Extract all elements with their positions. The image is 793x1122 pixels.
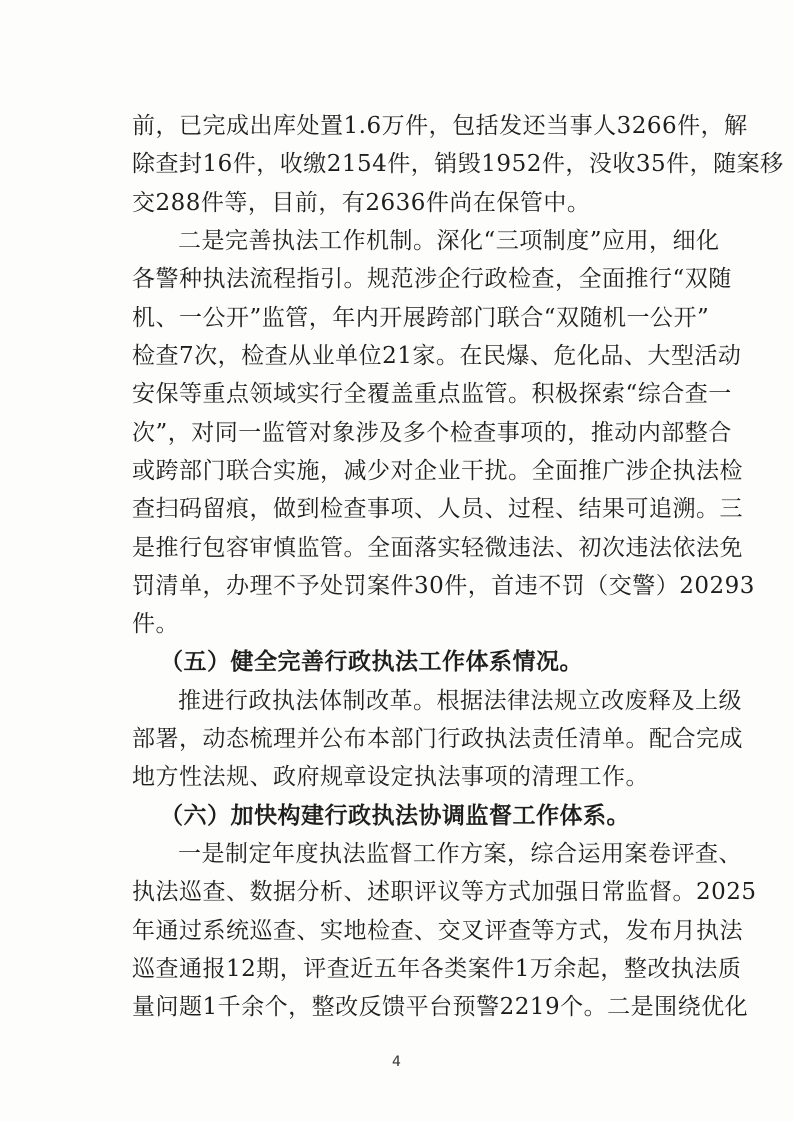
body-text-line: 交288件等，目前，有2636件尚在保管中。 — [132, 189, 591, 216]
body-text-line: 部署，动态梳理并公布本部门行政执法责任清单。配合完成 — [132, 726, 743, 753]
page-number: 4 — [392, 1054, 401, 1070]
body-text-line: 罚清单，办理不予处罚案件30件，首违不罚（交警）20293 — [132, 572, 755, 599]
body-text-line: 件。 — [132, 611, 179, 638]
body-text-line: 前，已完成出库处置1.6万件，包括发还当事人3266件，解 — [132, 113, 748, 139]
body-text-line: 量问题1千余个，整改反馈平台预警2219个。二是围绕优化 — [132, 994, 749, 1021]
body-text-line: 是推行包容审慎监管。全面落实轻微违法、初次违法依法免 — [132, 534, 743, 561]
body-text-line: 或跨部门联合实施，减少对企业干扰。全面推广涉企执法检 — [132, 457, 743, 484]
body-text-line: 各警种执法流程指引。规范涉企行政检查，全面推行“双随 — [132, 266, 732, 293]
paragraph-first-line: 推进行政执法体制改革。根据法律法规立改废释及上级 — [178, 687, 742, 714]
paragraph-first-line: 一是制定年度执法监督工作方案，综合运用案卷评查、 — [178, 841, 742, 868]
body-text-line: 地方性法规、政府规章设定执法事项的清理工作。 — [132, 764, 649, 791]
body-text-line: 查扫码留痕，做到检查事项、人员、过程、结果可追溯。三 — [132, 496, 743, 523]
body-text-line: 执法巡查、数据分析、述职评议等方式加强日常监督。2025 — [132, 879, 757, 906]
body-text-line: 年通过系统巡查、实地检查、交叉评查等方式，发布月执法 — [132, 917, 743, 944]
body-text-line: 次”，对同一监管对象涉及多个检查事项的，推动内部整合 — [132, 419, 732, 446]
section-heading: （六）加快构建行政执法协调监督工作体系。 — [160, 801, 630, 829]
body-text-line: 检查7次，检查从业单位21家。在民爆、危化品、大型活动 — [132, 342, 742, 369]
paragraph-first-line: 二是完善执法工作机制。深化“三项制度”应用，细化 — [178, 227, 720, 254]
section-heading: （五）健全完善行政执法工作体系情况。 — [160, 648, 583, 676]
body-text-line: 除查封16件，收缴2154件，销毁1952件，没收35件，随案移 — [132, 151, 784, 178]
body-text-line: 安保等重点领域实行全覆盖重点监管。积极探索“综合查一 — [132, 381, 732, 408]
body-text-line: 巡查通报12期，评查近五年各类案件1万余起，整改执法质 — [132, 956, 742, 983]
body-text-line: 机、一公开”监管，年内开展跨部门联合“双随机一公开” — [132, 304, 710, 331]
